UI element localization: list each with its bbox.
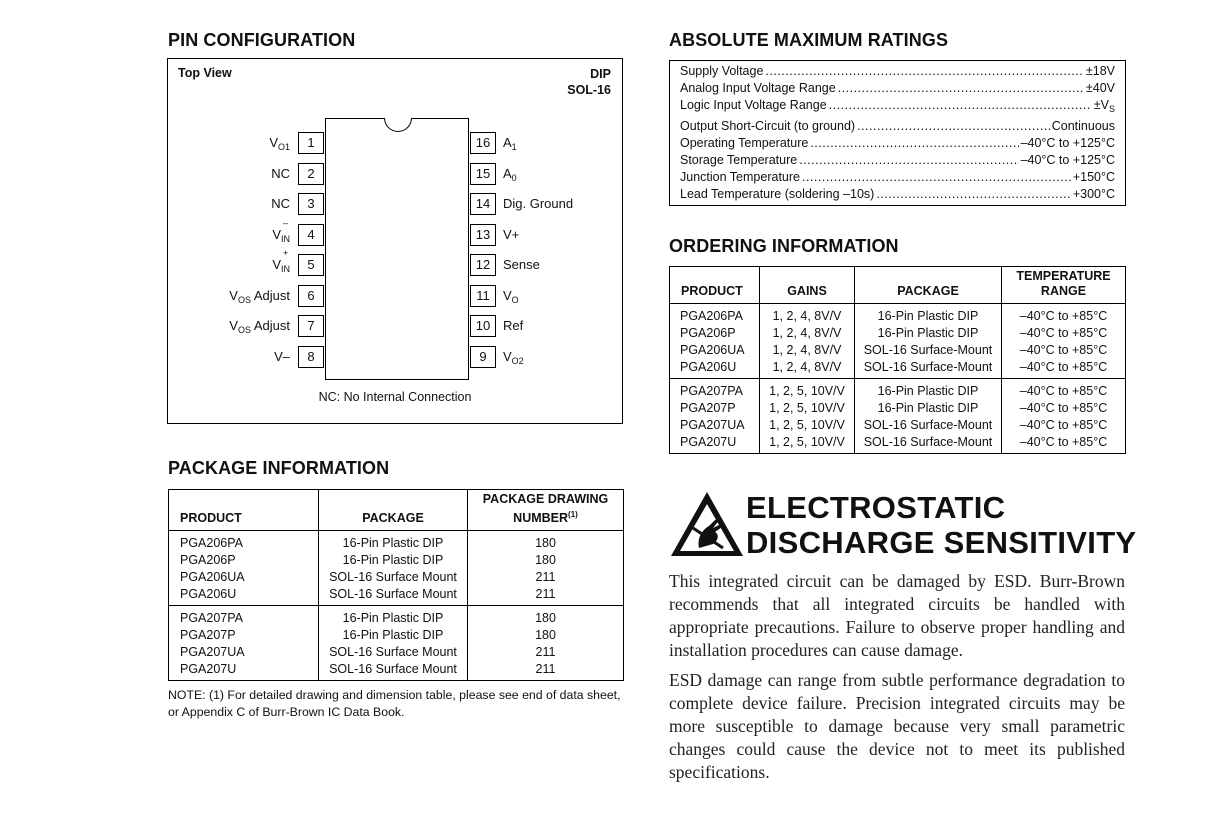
cell-product: PGA207U xyxy=(680,435,737,449)
cell-gains: 1, 2, 5, 10V/V xyxy=(760,434,855,454)
rating-row xyxy=(680,169,1115,186)
pin-label xyxy=(503,315,523,337)
ordering-group-206 xyxy=(670,304,1126,379)
table-row xyxy=(670,417,1126,434)
table-header-row xyxy=(169,490,624,531)
table-row xyxy=(670,342,1126,359)
esd-paragraph-2: ESD damage can range from subtle performance degradation to complete device failure. Precision integrated circuits may be more susceptible to damage because very small parametric changes could cause the device not to meet its published specifications. xyxy=(669,670,1125,782)
leader-dots xyxy=(799,152,1018,169)
cell-product: PGA207UA xyxy=(680,418,745,432)
cell-drawing-number: 211 xyxy=(468,644,624,661)
cell-drawing-number: 211 xyxy=(468,661,624,681)
leader-dots xyxy=(876,186,1070,203)
leader-dots xyxy=(802,169,1071,186)
leader-dots xyxy=(857,118,1050,135)
pin-label-name: V xyxy=(272,257,281,272)
rating-label: Analog Input Voltage Range xyxy=(680,81,836,95)
pin-label-sub: OS xyxy=(237,325,251,335)
col-temp-line1: TEMPERATURE xyxy=(1016,269,1111,283)
cell-product: PGA206P xyxy=(680,326,736,340)
ordering-table xyxy=(669,266,1126,454)
col-temperature xyxy=(1002,267,1126,304)
rating-value xyxy=(1052,118,1115,135)
col-package: PACKAGE xyxy=(319,490,468,531)
table-row xyxy=(169,661,624,681)
leader-dots xyxy=(838,80,1084,97)
pin-label-name: V xyxy=(503,349,512,364)
view-label: Top View xyxy=(178,66,232,80)
cell-package: 16-Pin Plastic DIP xyxy=(319,627,468,644)
pin-label-sup: + xyxy=(283,248,289,258)
rating-label: Logic Input Voltage Range xyxy=(680,98,827,112)
leader-dots xyxy=(829,97,1092,118)
cell-drawing-number: 180 xyxy=(468,627,624,644)
pin-label-name: NC xyxy=(271,196,290,211)
pin-label-name: V+ xyxy=(503,227,520,242)
package-label xyxy=(540,66,611,98)
cell-temperature: –40°C to +85°C xyxy=(1002,359,1126,379)
cell-package: SOL-16 Surface Mount xyxy=(319,569,468,586)
pin-number: 4 xyxy=(298,224,324,246)
table-row xyxy=(670,304,1126,326)
leader-dots xyxy=(765,63,1083,80)
cell-product: PGA206PA xyxy=(180,536,244,551)
cell-product: PGA207PA xyxy=(169,606,319,628)
table-header-row xyxy=(670,267,1126,304)
pin-label xyxy=(170,346,290,368)
pin-number: 15 xyxy=(470,163,496,185)
package-sol: SOL-16 xyxy=(567,83,611,97)
pin-label-name: A xyxy=(503,135,512,150)
cell-package: 16-Pin Plastic DIP xyxy=(855,379,1002,401)
col-gains: GAINS xyxy=(760,267,855,304)
pin-label xyxy=(503,132,517,158)
cell-package: 16-Pin Plastic DIP xyxy=(319,531,468,553)
rating-row xyxy=(680,80,1115,97)
rating-value-text: ±40V xyxy=(1085,81,1115,95)
pin-number: 6 xyxy=(298,285,324,307)
pin-label xyxy=(503,193,573,215)
pin-label xyxy=(170,315,290,341)
pin-number: 5 xyxy=(298,254,324,276)
cell-product: PGA207P xyxy=(180,628,236,643)
pin-number: 14 xyxy=(470,193,496,215)
cell-package: SOL-16 Surface-Mount xyxy=(855,342,1002,359)
cell-temperature: –40°C to +85°C xyxy=(1002,417,1126,434)
cell-product: PGA207UA xyxy=(180,645,245,660)
pin-label-name: NC xyxy=(271,166,290,181)
rating-value-text: ±V xyxy=(1093,98,1109,112)
rating-value xyxy=(1021,152,1115,169)
cell-package: 16-Pin Plastic DIP xyxy=(319,606,468,628)
pin-label xyxy=(503,224,519,246)
cell-package: SOL-16 Surface Mount xyxy=(319,644,468,661)
pin-number: 9 xyxy=(470,346,496,368)
leader-dots xyxy=(810,135,1018,152)
pin-number: 1 xyxy=(298,132,324,154)
cell-package: 16-Pin Plastic DIP xyxy=(855,325,1002,342)
rating-value xyxy=(1073,186,1115,203)
cell-product: PGA206P xyxy=(180,553,236,568)
table-row xyxy=(670,325,1126,342)
rating-value-text: Continuous xyxy=(1051,119,1115,133)
cell-package: 16-Pin Plastic DIP xyxy=(855,304,1002,326)
pin-label-name: V xyxy=(272,227,281,242)
pin-label-sub: 0 xyxy=(511,173,517,183)
pin-label xyxy=(170,132,290,158)
pin-number: 7 xyxy=(298,315,324,337)
nc-note: NC: No Internal Connection xyxy=(318,390,472,404)
package-info-table xyxy=(168,489,624,681)
table-row xyxy=(169,586,624,606)
pin-label xyxy=(170,248,290,280)
cell-temperature: –40°C to +85°C xyxy=(1002,379,1126,401)
table-row xyxy=(169,644,624,661)
rating-row xyxy=(680,118,1115,135)
pin-label xyxy=(170,193,290,215)
rating-label: Supply Voltage xyxy=(680,64,764,78)
ordering-title: ORDERING INFORMATION xyxy=(669,236,899,256)
pin-config-title: PIN CONFIGURATION xyxy=(168,30,356,50)
pin-label-name: V xyxy=(229,288,238,303)
esd-title-line1: ELECTROSTATIC xyxy=(746,490,1006,525)
cell-drawing-number: 211 xyxy=(468,586,624,606)
cell-drawing-number: 211 xyxy=(468,569,624,586)
table-row xyxy=(169,606,624,628)
rating-label: Output Short-Circuit (to ground) xyxy=(680,119,856,133)
pin-label xyxy=(503,163,517,189)
pin-label-name: V– xyxy=(274,349,290,364)
ic-body xyxy=(325,118,469,380)
table-row xyxy=(670,400,1126,417)
ordering-group-207 xyxy=(670,379,1126,454)
cell-drawing-number: 180 xyxy=(468,531,624,553)
col-drawing-line1: PACKAGE DRAWING xyxy=(482,492,609,506)
col-package: PACKAGE xyxy=(855,267,1002,304)
cell-product: PGA206UA xyxy=(180,570,245,585)
table-row xyxy=(670,434,1126,454)
rating-label: Junction Temperature xyxy=(680,170,800,184)
cell-product: PGA206U xyxy=(680,360,737,374)
ratings-title: ABSOLUTE MAXIMUM RATINGS xyxy=(669,30,949,50)
col-drawing-line2: NUMBER xyxy=(513,511,569,526)
cell-package: SOL-16 Surface Mount xyxy=(319,586,468,606)
pin-sub-sup xyxy=(281,248,290,280)
col-product: PRODUCT xyxy=(670,267,760,304)
cell-package: SOL-16 Surface Mount xyxy=(319,661,468,681)
cell-package: SOL-16 Surface-Mount xyxy=(855,359,1002,379)
rating-value-text: ±18V xyxy=(1085,64,1115,78)
cell-package: 16-Pin Plastic DIP xyxy=(319,552,468,569)
rating-value xyxy=(1086,80,1115,97)
pin-label-sub: OS xyxy=(237,295,251,305)
rating-value xyxy=(1021,135,1115,152)
col-temp-line2: RANGE xyxy=(1040,284,1087,298)
rating-value-text: –40°C to +125°C xyxy=(1020,136,1115,150)
pin-label-sub: 1 xyxy=(511,142,517,152)
pin-label-name: A xyxy=(503,166,512,181)
rating-label: Operating Temperature xyxy=(680,136,809,150)
pin-label xyxy=(170,163,290,185)
rating-row xyxy=(680,135,1115,152)
rating-value-sub: S xyxy=(1108,104,1115,114)
cell-product: PGA206U xyxy=(180,587,237,602)
package-group-207 xyxy=(169,606,624,681)
cell-drawing-number: 180 xyxy=(468,606,624,628)
rating-row xyxy=(680,186,1115,203)
cell-gains: 1, 2, 4, 8V/V xyxy=(760,325,855,342)
table-row xyxy=(169,531,624,553)
pin-label-name: V xyxy=(503,288,512,303)
cell-product: PGA207PA xyxy=(670,379,760,401)
table-row xyxy=(169,552,624,569)
package-note: NOTE: (1) For detailed drawing and dimension table, please see end of data sheet, or Appendix C of Burr-Brown IC Data Book. xyxy=(168,688,621,719)
cell-temperature: –40°C to +85°C xyxy=(1002,304,1126,326)
esd-title-line2: DISCHARGE SENSITIVITY xyxy=(746,525,1137,560)
pin-number: 12 xyxy=(470,254,496,276)
pin-label xyxy=(503,254,540,276)
pin-label xyxy=(503,285,519,311)
col-drawing-number xyxy=(468,490,624,531)
cell-product: PGA206UA xyxy=(680,343,745,357)
rating-label: Lead Temperature (soldering –10s) xyxy=(680,187,875,201)
pin-label-name: Dig. Ground xyxy=(503,196,574,211)
rating-row xyxy=(680,152,1115,169)
package-info-title: PACKAGE INFORMATION xyxy=(168,458,390,478)
package-dip: DIP xyxy=(590,67,611,81)
rating-value xyxy=(1086,63,1115,80)
table-row xyxy=(169,627,624,644)
cell-temperature: –40°C to +85°C xyxy=(1002,434,1126,454)
esd-paragraph-1: This integrated circuit can be damaged by ESD. Burr-Brown recommends that all integrated circuits be handled with appropriate precautions. Failure to observe proper handling and installation procedures can cause damage. xyxy=(669,571,1125,660)
pin-label-sub: IN xyxy=(281,234,290,244)
table-row xyxy=(670,379,1126,401)
pin-number: 16 xyxy=(470,132,496,154)
cell-gains: 1, 2, 5, 10V/V xyxy=(760,417,855,434)
pin-number: 10 xyxy=(470,315,496,337)
cell-gains: 1, 2, 4, 8V/V xyxy=(760,359,855,379)
pin-label-name: Ref xyxy=(503,318,524,333)
pin-number: 3 xyxy=(298,193,324,215)
cell-product: PGA207U xyxy=(180,662,237,677)
pin-label-sub: O1 xyxy=(277,142,290,152)
cell-gains: 1, 2, 5, 10V/V xyxy=(760,400,855,417)
cell-temperature: –40°C to +85°C xyxy=(1002,325,1126,342)
package-group-206 xyxy=(169,531,624,606)
pin-number: 8 xyxy=(298,346,324,368)
cell-temperature: –40°C to +85°C xyxy=(1002,400,1126,417)
pin-label-name: Sense xyxy=(503,257,540,272)
pin-label-suffix: Adjust xyxy=(250,288,290,303)
rating-label: Storage Temperature xyxy=(680,153,798,167)
rating-value-text: +300°C xyxy=(1072,187,1115,201)
pin-sub-sup xyxy=(281,218,290,250)
cell-gains: 1, 2, 5, 10V/V xyxy=(760,379,855,401)
pin-label-sub: O xyxy=(511,295,519,305)
table-row xyxy=(670,359,1126,379)
pin-label-name: V xyxy=(229,318,238,333)
cell-gains: 1, 2, 4, 8V/V xyxy=(760,342,855,359)
rating-value xyxy=(1094,97,1115,118)
rating-value xyxy=(1073,169,1115,186)
cell-package: SOL-16 Surface-Mount xyxy=(855,417,1002,434)
cell-package: 16-Pin Plastic DIP xyxy=(855,400,1002,417)
pin-label xyxy=(170,285,290,311)
pin-number: 11 xyxy=(470,285,496,307)
pin-label-name: V xyxy=(269,135,278,150)
cell-package: SOL-16 Surface-Mount xyxy=(855,434,1002,454)
pin-number: 2 xyxy=(298,163,324,185)
pin-label-suffix: Adjust xyxy=(250,318,290,333)
table-row xyxy=(169,569,624,586)
pin-label-sub: IN xyxy=(281,264,290,274)
footnote-ref: (1) xyxy=(568,510,578,519)
cell-product: PGA207P xyxy=(680,401,736,415)
esd-title xyxy=(746,490,1136,560)
cell-temperature: –40°C to +85°C xyxy=(1002,342,1126,359)
cell-gains: 1, 2, 4, 8V/V xyxy=(760,304,855,326)
pin-label xyxy=(170,218,290,250)
col-product: PRODUCT xyxy=(169,490,319,531)
rating-value-text: –40°C to +125°C xyxy=(1020,153,1115,167)
rating-value-text: +150°C xyxy=(1072,170,1115,184)
rating-row xyxy=(680,97,1115,118)
pin-label-sup: – xyxy=(283,218,289,228)
rating-row xyxy=(680,63,1115,80)
ratings-box xyxy=(669,60,1126,206)
esd-warning-icon xyxy=(669,490,745,558)
pin-label-sub: O2 xyxy=(511,356,524,366)
pin-number: 13 xyxy=(470,224,496,246)
cell-drawing-number: 180 xyxy=(468,552,624,569)
pin-label xyxy=(503,346,524,372)
cell-product: PGA206PA xyxy=(680,309,744,323)
